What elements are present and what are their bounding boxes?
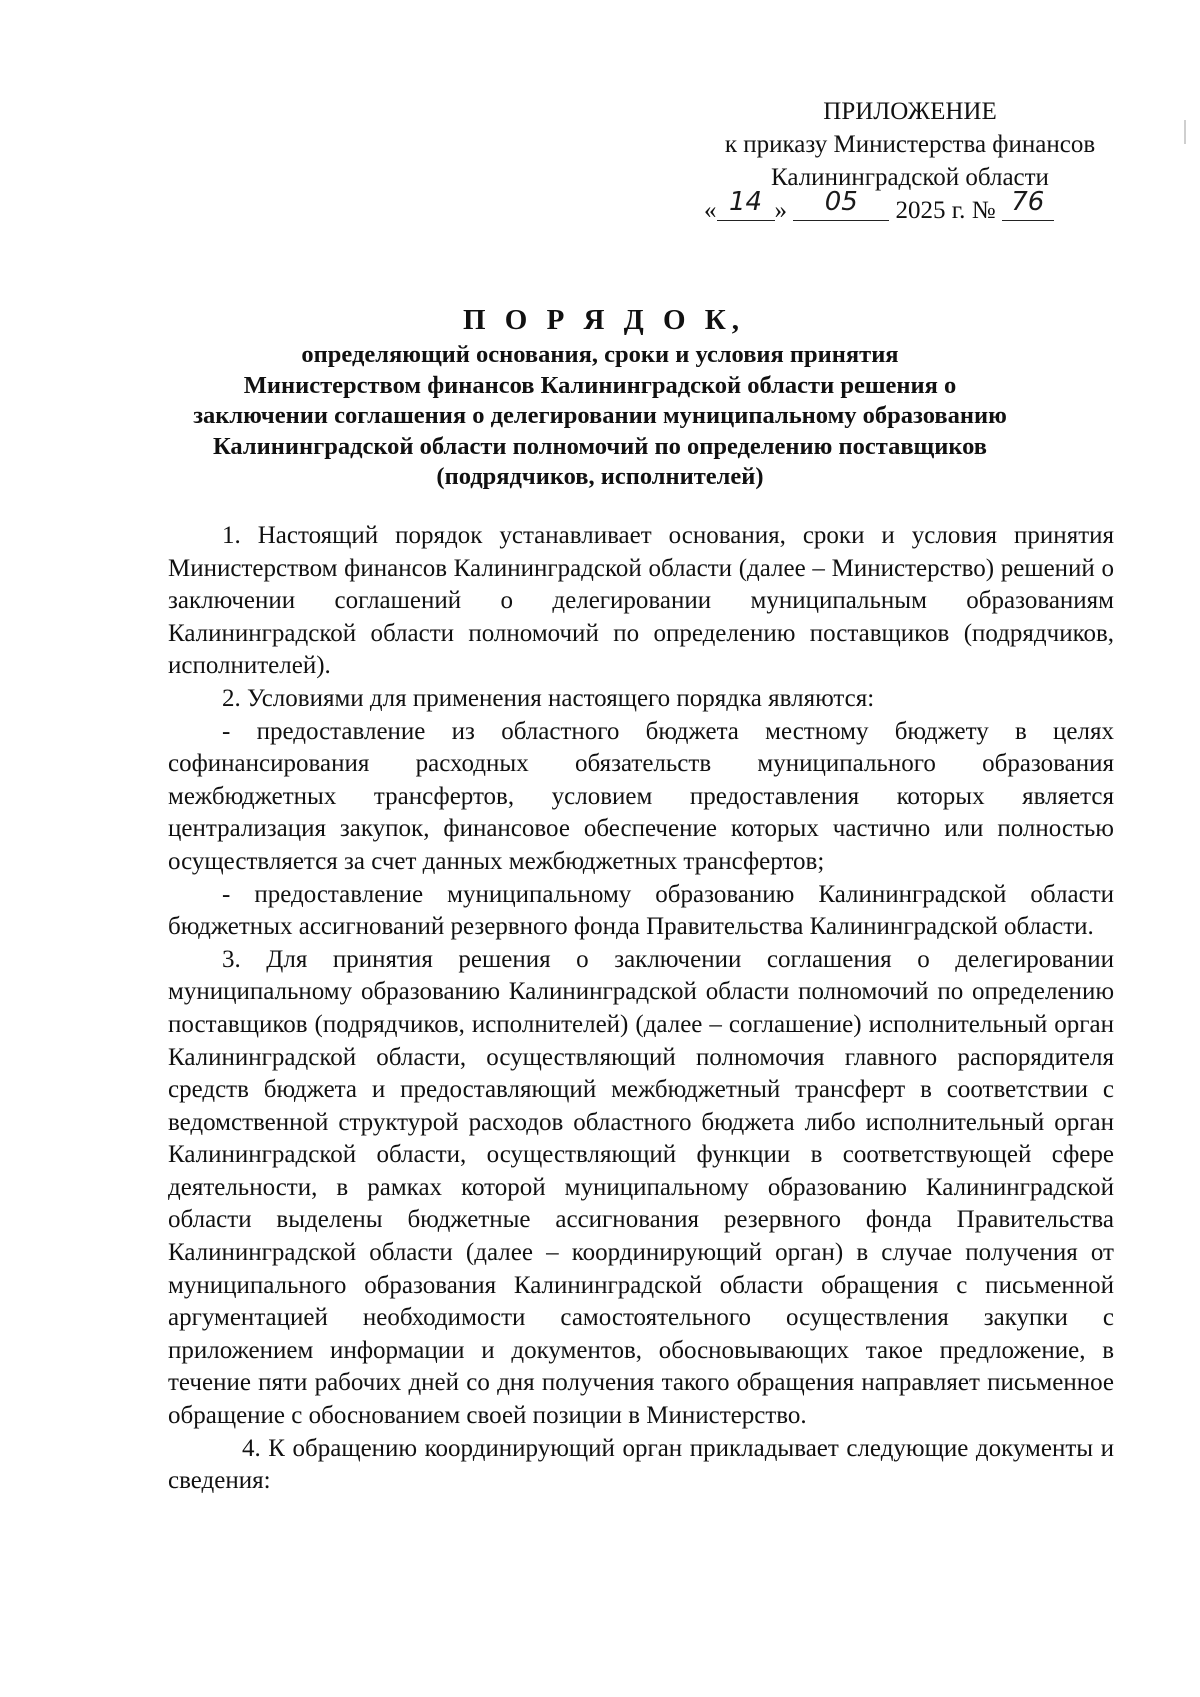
- date-day-field: [717, 187, 775, 221]
- title-line-2: Министерством финансов Калининградской области решения о: [243, 371, 957, 399]
- order-number: 76: [1011, 187, 1045, 217]
- document-title-block: [150, 300, 1050, 493]
- date-close-quote: »: [774, 197, 787, 224]
- appendix-line-region: Калининградской области: [771, 164, 1049, 191]
- paragraph-2-item-2: - предоставление муниципальному образованию Калининградской области бюджетных ассигнований резервного фонда Правительства Калининградской области.: [168, 880, 1114, 941]
- date-month: 05: [824, 187, 858, 217]
- title-line-1: определяющий основания, сроки и условия принятия: [301, 341, 899, 368]
- paragraph-2: 2. Условиями для применения настоящего порядка являются:: [222, 684, 875, 712]
- paragraph-1: 1. Настоящий порядок устанавливает основания, сроки и условия принятия Министерством финансов Калининградской области (далее – Министерство) решений о заключении соглашений о делегировании муниципальным образованиям Калининградской области полномочий по определению поставщиков (подрядчиков, исполнителей).: [168, 522, 1114, 680]
- document-heading: П О Р Я Д О К,: [462, 304, 746, 336]
- scan-mark: [1184, 120, 1186, 144]
- date-open-quote: «: [704, 197, 717, 224]
- title-line-3: заключении соглашения о делегировании муниципальному образованию: [193, 402, 1007, 429]
- date-year: 2025 г.: [895, 197, 966, 224]
- paragraph-2-item-1: - предоставление из областного бюджета местному бюджету в целях софинансирования расходных обязательств муниципального образования межбюджетных трансфертов, условием предоставления которых является централизация закупок, финансовое обеспечение которых частично или полностью осуществляется за счет данных межбюджетных трансфертов;: [168, 717, 1114, 875]
- title-line-4: Калининградской области полномочий по определению поставщиков: [212, 432, 988, 460]
- number-sign: №: [971, 197, 996, 224]
- date-month-field: [793, 187, 889, 221]
- paragraph-3: 3. Для принятия решения о заключении соглашения о делегировании муниципальному образованию Калининградской области полномочий по определению поставщиков (подрядчиков, исполнителей) (далее – соглашение) исполнительный орган Калининградской области, осуществляющий полномочия главного распорядителя средств бюджета и предоставляющий межбюджетный трансферт в соответствии с ведомственной структурой расходов областного бюджета либо исполнительный орган Калининградской области, осуществляющий функции в соответствующей сфере деятельности, в рамках которой муниципальному образованию Калининградской области выделены бюджетные ассигнования резервного фонда Правительства Калининградской области (далее – координирующий орган) в случае получения от муниципального образования Калининградской области обращения с письменной аргументацией необходимости самостоятельного осуществления закупки с приложением информации и документов, обосновывающих такое предложение, в течение пяти рабочих дней со дня получения такого обращения направляет письменное обращение с обоснованием своей позиции в Министерство.: [168, 945, 1114, 1430]
- order-number-field: [1002, 187, 1054, 221]
- title-line-5: (подрядчиков, исполнителей): [436, 463, 764, 490]
- appendix-line-order: к приказу Министерства финансов: [724, 131, 1096, 158]
- date-day: 14: [728, 187, 763, 217]
- paragraph-4: 4. К обращению координирующий орган прикладывает следующие документы и сведения:: [168, 1434, 1114, 1495]
- appendix-block: [690, 95, 1130, 227]
- appendix-title: ПРИЛОЖЕНИЕ: [823, 98, 997, 125]
- appendix-date-line: [690, 187, 1130, 227]
- document-body: [168, 520, 1114, 1498]
